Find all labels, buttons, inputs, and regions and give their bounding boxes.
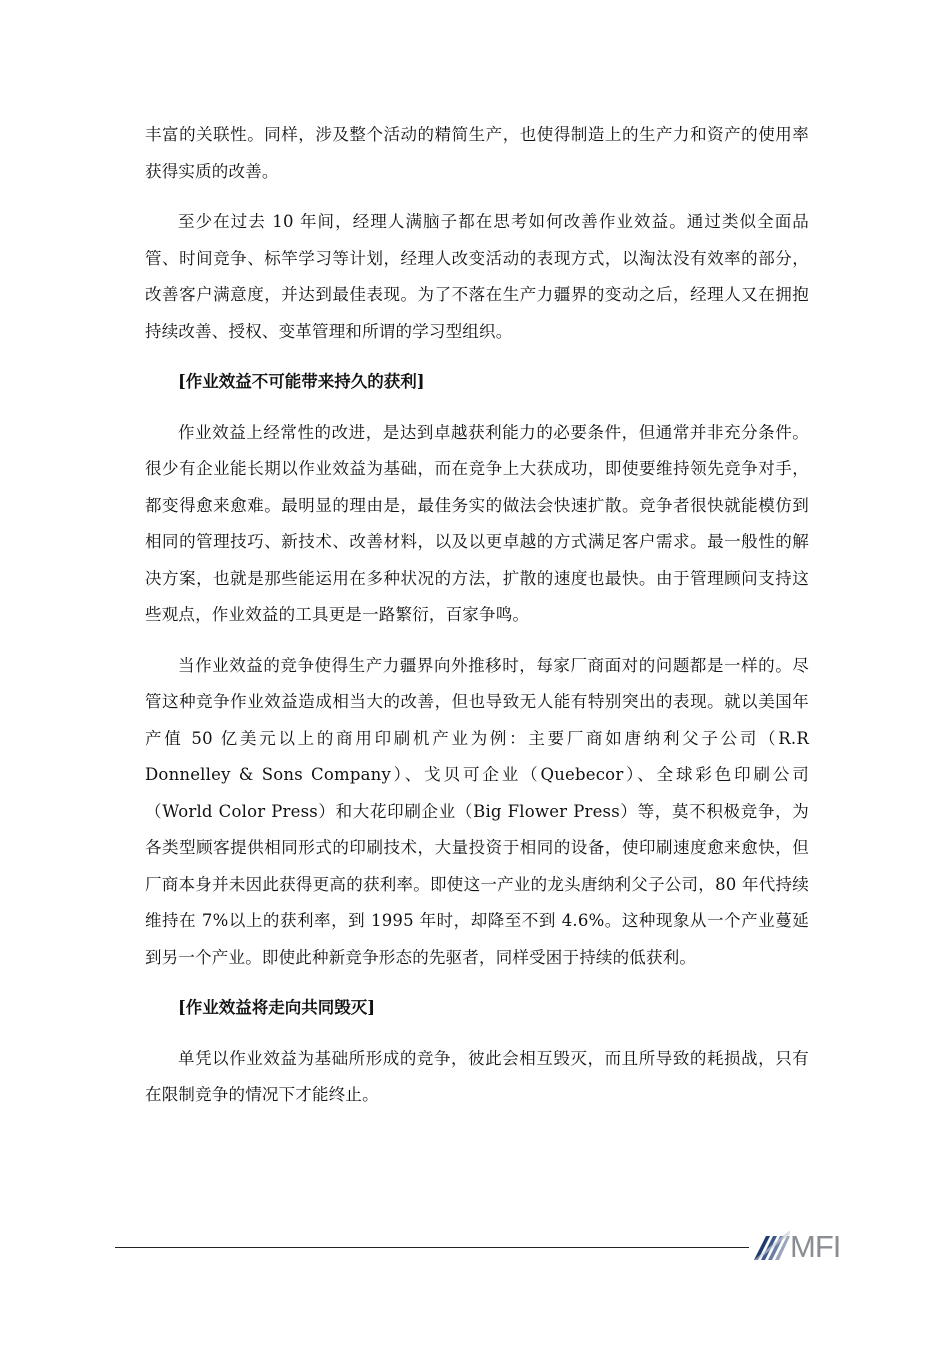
mfi-logo-mark-icon [752, 1226, 792, 1266]
mfi-logo-text: MFI [790, 1229, 841, 1264]
spacer [145, 634, 809, 648]
section-heading-no-lasting-profit: [作业效益不可能带来持久的获利] [178, 372, 425, 391]
footer-rule [115, 1247, 749, 1248]
paragraph-operational-effectiveness: 至少在过去 10 年间，经理人满脑子都在思考如何改善作业效益。通过类似全面品管、时间竞争、标竿学习等计划，经理人改变活动的表现方式，以淘汰没有效率的部分，改善客户满意度，并达到最佳表现。为了不落在生产力疆界的变动之后，经理人又在拥抱持续改善、授权、变革管理和所谓的学习型组织。 [145, 212, 809, 341]
paragraph-necessary-condition: 作业效益上经常性的改进，是达到卓越获利能力的必要条件，但通常并非充分条件。很少有企业能长期以作业效益为基础，而在竞争上大获成功，即使要维持领先竞争对手，都变得愈来愈难。最明显的理由是，最佳务实的做法会快速扩散。竞争者很快就能模仿到相同的管理技巧、新技术、改善材料，以及以更卓越的方式满足客户需求。最一般性的解决方案，也就是那些能运用在多种状况的方法，扩散的速度也最快。由于管理顾问支持这些观点，作业效益的工具更是一路繁衍，百家争鸣。 [145, 422, 809, 624]
spacer [145, 350, 809, 364]
section-heading-mutual-destruction: [作业效益将走向共同毁灭] [178, 998, 376, 1017]
spacer [145, 190, 809, 204]
mfi-logo [752, 1226, 862, 1266]
document-body [145, 117, 809, 1114]
spacer [145, 1027, 809, 1041]
paragraph-war-of-attrition: 单凭以作业效益为基础所形成的竞争，彼此会相互毁灭，而且所导致的耗损战，只有在限制竞争的情况下才能终止。 [145, 1048, 809, 1104]
spacer [145, 401, 809, 415]
paragraph-continuation: 丰富的关联性。同样，涉及整个活动的精简生产，也使得制造上的生产力和资产的使用率获得实质的改善。 [145, 125, 809, 181]
spacer [145, 976, 809, 990]
paragraph-printing-industry: 当作业效益的竞争使得生产力疆界向外推移时，每家厂商面对的问题都是一样的。尽管这种竞争作业效益造成相当大的改善，但也导致无人能有特别突出的表现。就以美国年产值 50 亿美元以上的商用印刷机产业为例：主要厂商如唐纳利父子公司（R.R Donnelley & Sons Company）、戈贝可企业（Quebecor）、全球彩色印刷公司（World Color Press）和大花印刷企业（Big Flower Press）等，莫不积极竞争，为各类型顾客提供相同形式的印刷技术，大量投资于相同的设备，使印刷速度愈来愈快，但厂商本身并未因此获得更高的获利率。即使这一产业的龙头唐纳利父子公司，80 年代持续维持在 7%以上的获利率，到 1995 年时，却降至不到 4.6%。这种现象从一个产业蔓延到另一个产业。即使此种新竞争形态的先驱者，同样受困于持续的低获利。 [145, 655, 809, 967]
